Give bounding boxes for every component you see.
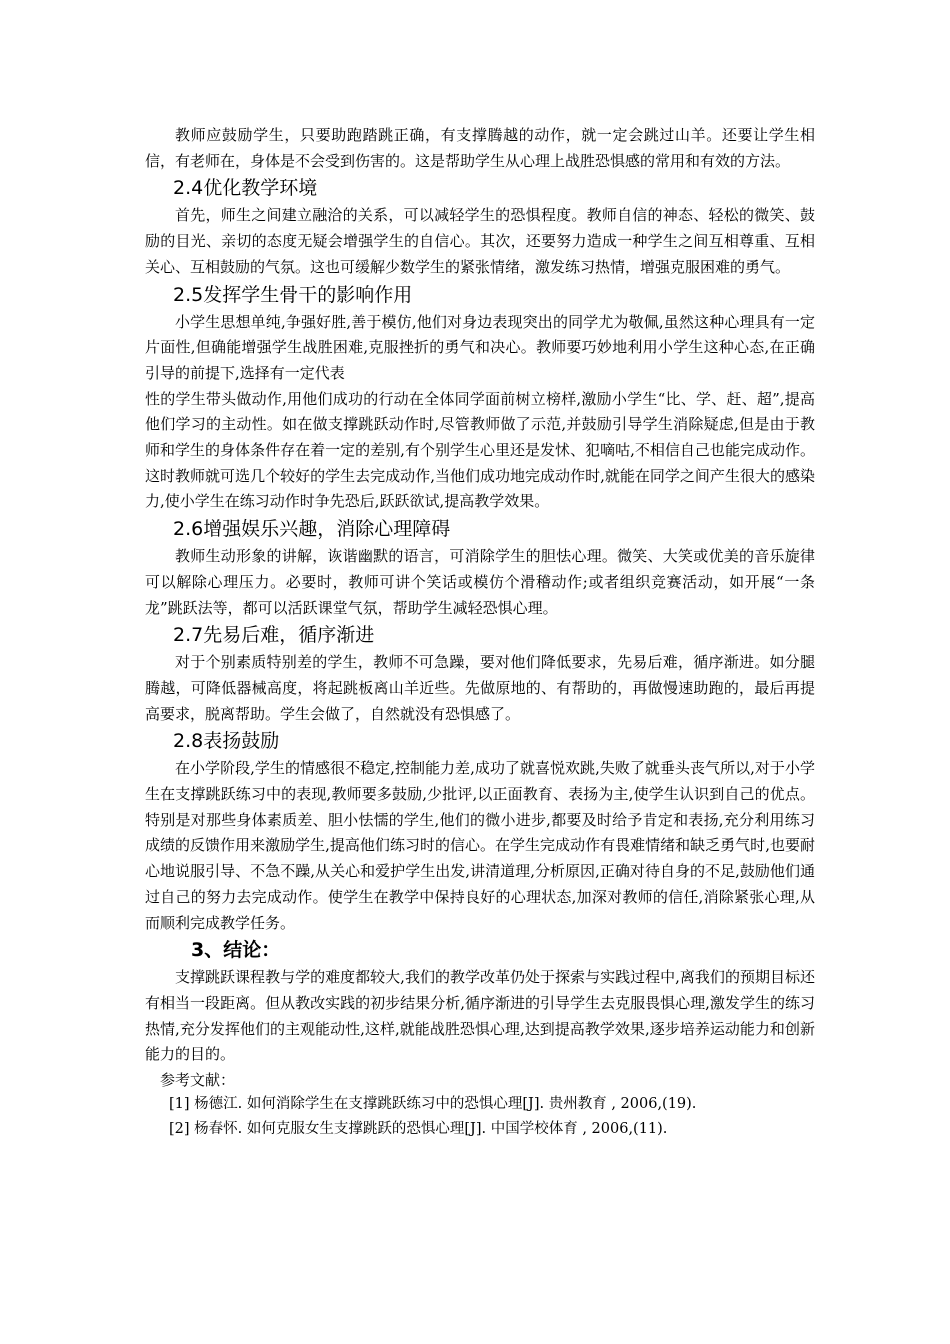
section-2-5-paragraph-1: 小学生思想单纯,争强好胜,善于模仿,他们对身边表现突出的同学尤为敬佩,虽然这种心理具有一定片面性,但确能增强学生战胜困难,克服挫折的勇气和决心。教师要巧妙地利用小学生这种心态,在正确引导的前提下,选择有一定代表 xyxy=(145,312,815,382)
intro-paragraph: 教师应鼓励学生，只要助跑踏跳正确，有支撑腾越的动作，就一定会跳过山羊。还要让学生相信，有老师在，身体是不会受到伤害的。这是帮助学生从心理上战胜恐惧感的常用和有效的方法。 xyxy=(145,126,815,170)
reference-item: [2] 杨春怀. 如何克服女生支撑跳跃的恐惧心理[J]. 中国学校体育 , 2006,(11). xyxy=(169,1121,668,1138)
section-heading-2-5: 2.5发挥学生骨干的影响作用 xyxy=(173,283,413,306)
document-body xyxy=(145,123,815,1142)
section-2-5-paragraph-2: 性的学生带头做动作,用他们成功的行动在全体同学面前树立榜样,激励小学生“比、学、赶、超”,提高他们学习的主动性。如在做支撑跳跃动作时,尽管教师做了示范,并鼓励引导学生消除疑虑,但是由于教师和学生的身体条件存在着一定的差别,有个别学生心里还是发怵、犯嘀咕,不相信自己也能完成动作。这时教师就可选几个较好的学生去完成动作,当他们成功地完成动作时,就能在同学之间产生很大的感染力,使小学生在练习动作时争先恐后,跃跃欲试,提高教学效果。 xyxy=(145,389,815,511)
section-heading-2-4: 2.4优化教学环境 xyxy=(173,177,318,200)
section-2-7-paragraph: 对于个别素质特别差的学生，教师不可急躁，要对他们降低要求，先易后难，循序渐进。如分腿腾越，可降低器械高度，将起跳板离山羊近些。先做原地的、有帮助的，再做慢速助跑的，最后再提高要求，脱离帮助。学生会做了，自然就没有恐惧感了。 xyxy=(145,653,815,723)
section-heading-2-6: 2.6增强娱乐兴趣，消除心理障碍 xyxy=(173,518,451,541)
references-title: 参考文献： xyxy=(160,1071,236,1090)
section-2-8-paragraph: 在小学阶段,学生的情感很不稳定,控制能力差,成功了就喜悦欢跳,失败了就垂头丧气所以,对于小学生在支撑跳跃练习中的表现,教师要多鼓励,少批评,以正面教育、表扬为主,使学生认识到自己的优点。特别是对那些身体素质差、胆小怯懦的学生,他们的微小进步,都要及时给予肯定和表扬,充分利用练习成绩的反馈作用来激励学生,提高他们练习时的信心。在学生完成动作有畏难情绪和缺乏勇气时,也要耐心地说服引导、不急不躁,从关心和爱护学生出发,讲清道理,分析原因,正确对待自身的不足,鼓励他们通过自己的努力去完成动作。使学生在教学中保持良好的心理状态,加深对教师的信任,消除紧张心理,从而顺利完成教学任务。 xyxy=(145,759,815,932)
section-2-4-paragraph: 首先，师生之间建立融洽的关系，可以减轻学生的恐惧程度。教师自信的神态、轻松的微笑、鼓励的目光、亲切的态度无疑会增强学生的自信心。其次，还要努力造成一种学生之间互相尊重、互相关心、互相鼓励的气氛。这也可缓解少数学生的紧张情绪，激发练习热情，增强克服困难的勇气。 xyxy=(145,206,815,276)
section-heading-2-7: 2.7先易后难，循序渐进 xyxy=(173,624,375,647)
reference-item: [1] 杨德江. 如何消除学生在支撑跳跃练习中的恐惧心理[J]. 贵州教育 , 2006,(19). xyxy=(169,1096,697,1113)
section-heading-2-8: 2.8表扬鼓励 xyxy=(173,730,280,753)
section-2-6-paragraph: 教师生动形象的讲解，诙谐幽默的语言，可消除学生的胆怯心理。微笑、大笑或优美的音乐旋律可以解除心理压力。必要时，教师可讲个笑话或模仿个滑稽动作;或者组织竞赛活动，如开展“一条龙”跳跃法等，都可以活跃课堂气氛，帮助学生减轻恐惧心理。 xyxy=(145,547,815,617)
conclusion-paragraph: 支撑跳跃课程教与学的难度都较大,我们的教学改革仍处于探索与实践过程中,离我们的预期目标还有相当一段距离。但从教改实践的初步结果分析,循序渐进的引导学生去克服畏惧心理,激发学生的练习热情,充分发挥他们的主观能动性,这样,就能战胜恐惧心理,达到提高教学效果,逐步培养运动能力和创新能力的目的。 xyxy=(145,968,815,1064)
section-heading-conclusion: 3、结论： xyxy=(191,939,281,962)
